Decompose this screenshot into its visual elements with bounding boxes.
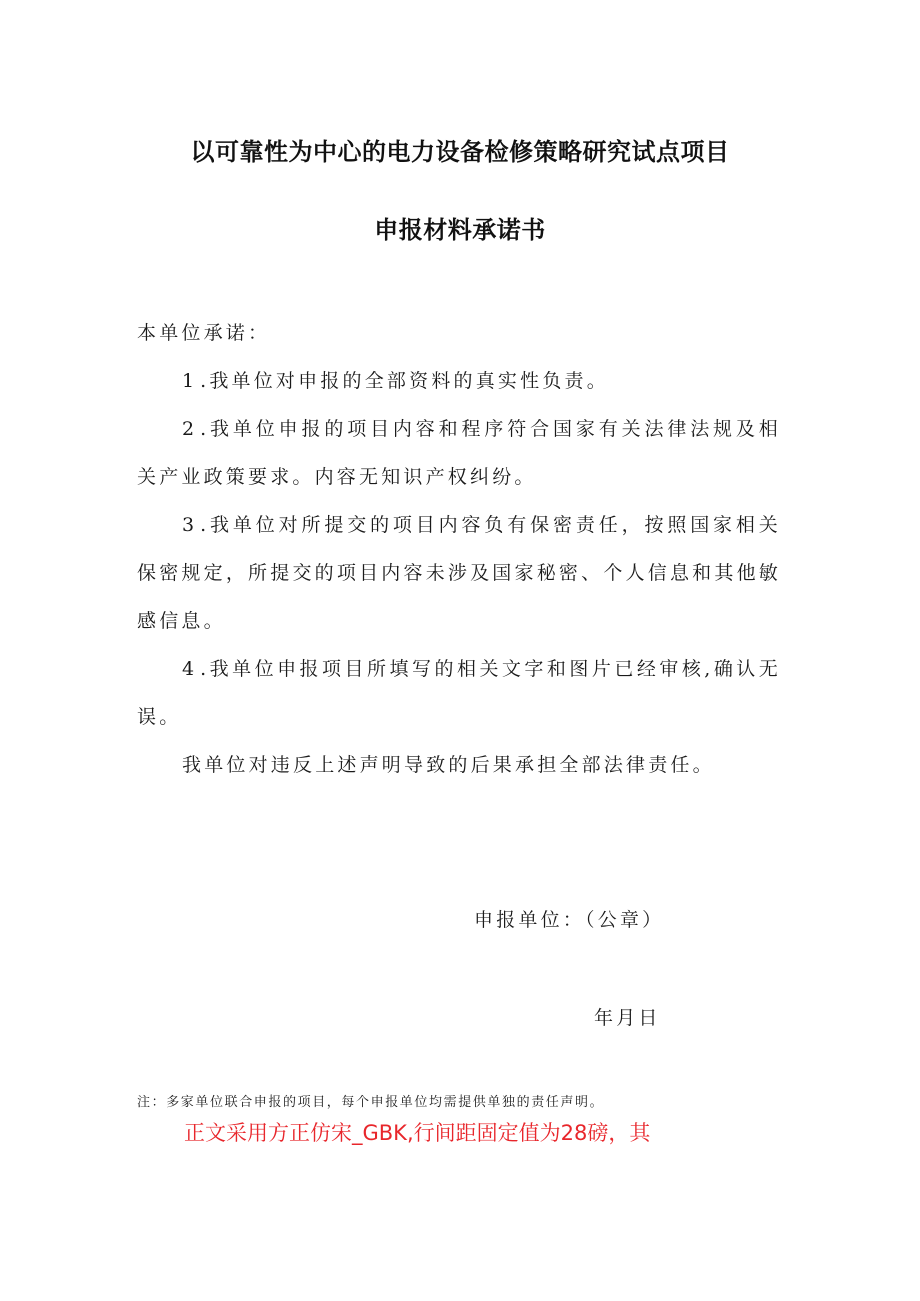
item-text: .我单位申报项目所填写的相关文字和图片已经审核,确认无误。 (137, 658, 781, 728)
signature-date: 年月日 (594, 1007, 661, 1029)
item-number: 3 (182, 514, 201, 536)
commitment-intro: 本单位承诺： (137, 322, 271, 344)
liability-statement: 我单位对违反上述声明导致的后果承担全部法律责任。 (182, 754, 715, 776)
item-text: .我单位对申报的全部资料的真实性负责。 (200, 370, 609, 392)
format-instruction-note: 正文采用方正仿宋_GBK,行间距固定值为28磅，其 (184, 1121, 651, 1145)
commitment-item-2 (137, 405, 781, 501)
footnote: 注：多家单位联合申报的项目，每个申报单位均需提供单独的责任声明。 (137, 1095, 605, 1110)
commitment-item-1 (137, 357, 781, 405)
item-number: 4 (182, 658, 201, 680)
item-number: 2 (182, 418, 201, 440)
document-title-line1: 以可靠性为中心的电力设备检修策略研究试点项目 (190, 138, 730, 166)
document-title-line2: 申报材料承诺书 (374, 216, 546, 244)
commitment-item-3 (137, 501, 781, 645)
item-text: .我单位对所提交的项目内容负有保密责任，按照国家相关保密规定，所提交的项目内容未涉及国家秘密、个人信息和其他敏感信息。 (137, 514, 781, 632)
signature-unit-seal: 申报单位：（公章） (474, 909, 665, 931)
item-number: 1 (182, 370, 201, 392)
commitment-item-4 (137, 645, 781, 741)
item-text: .我单位申报的项目内容和程序符合国家有关法律法规及相关产业政策要求。内容无知识产权纠纷。 (137, 418, 781, 488)
